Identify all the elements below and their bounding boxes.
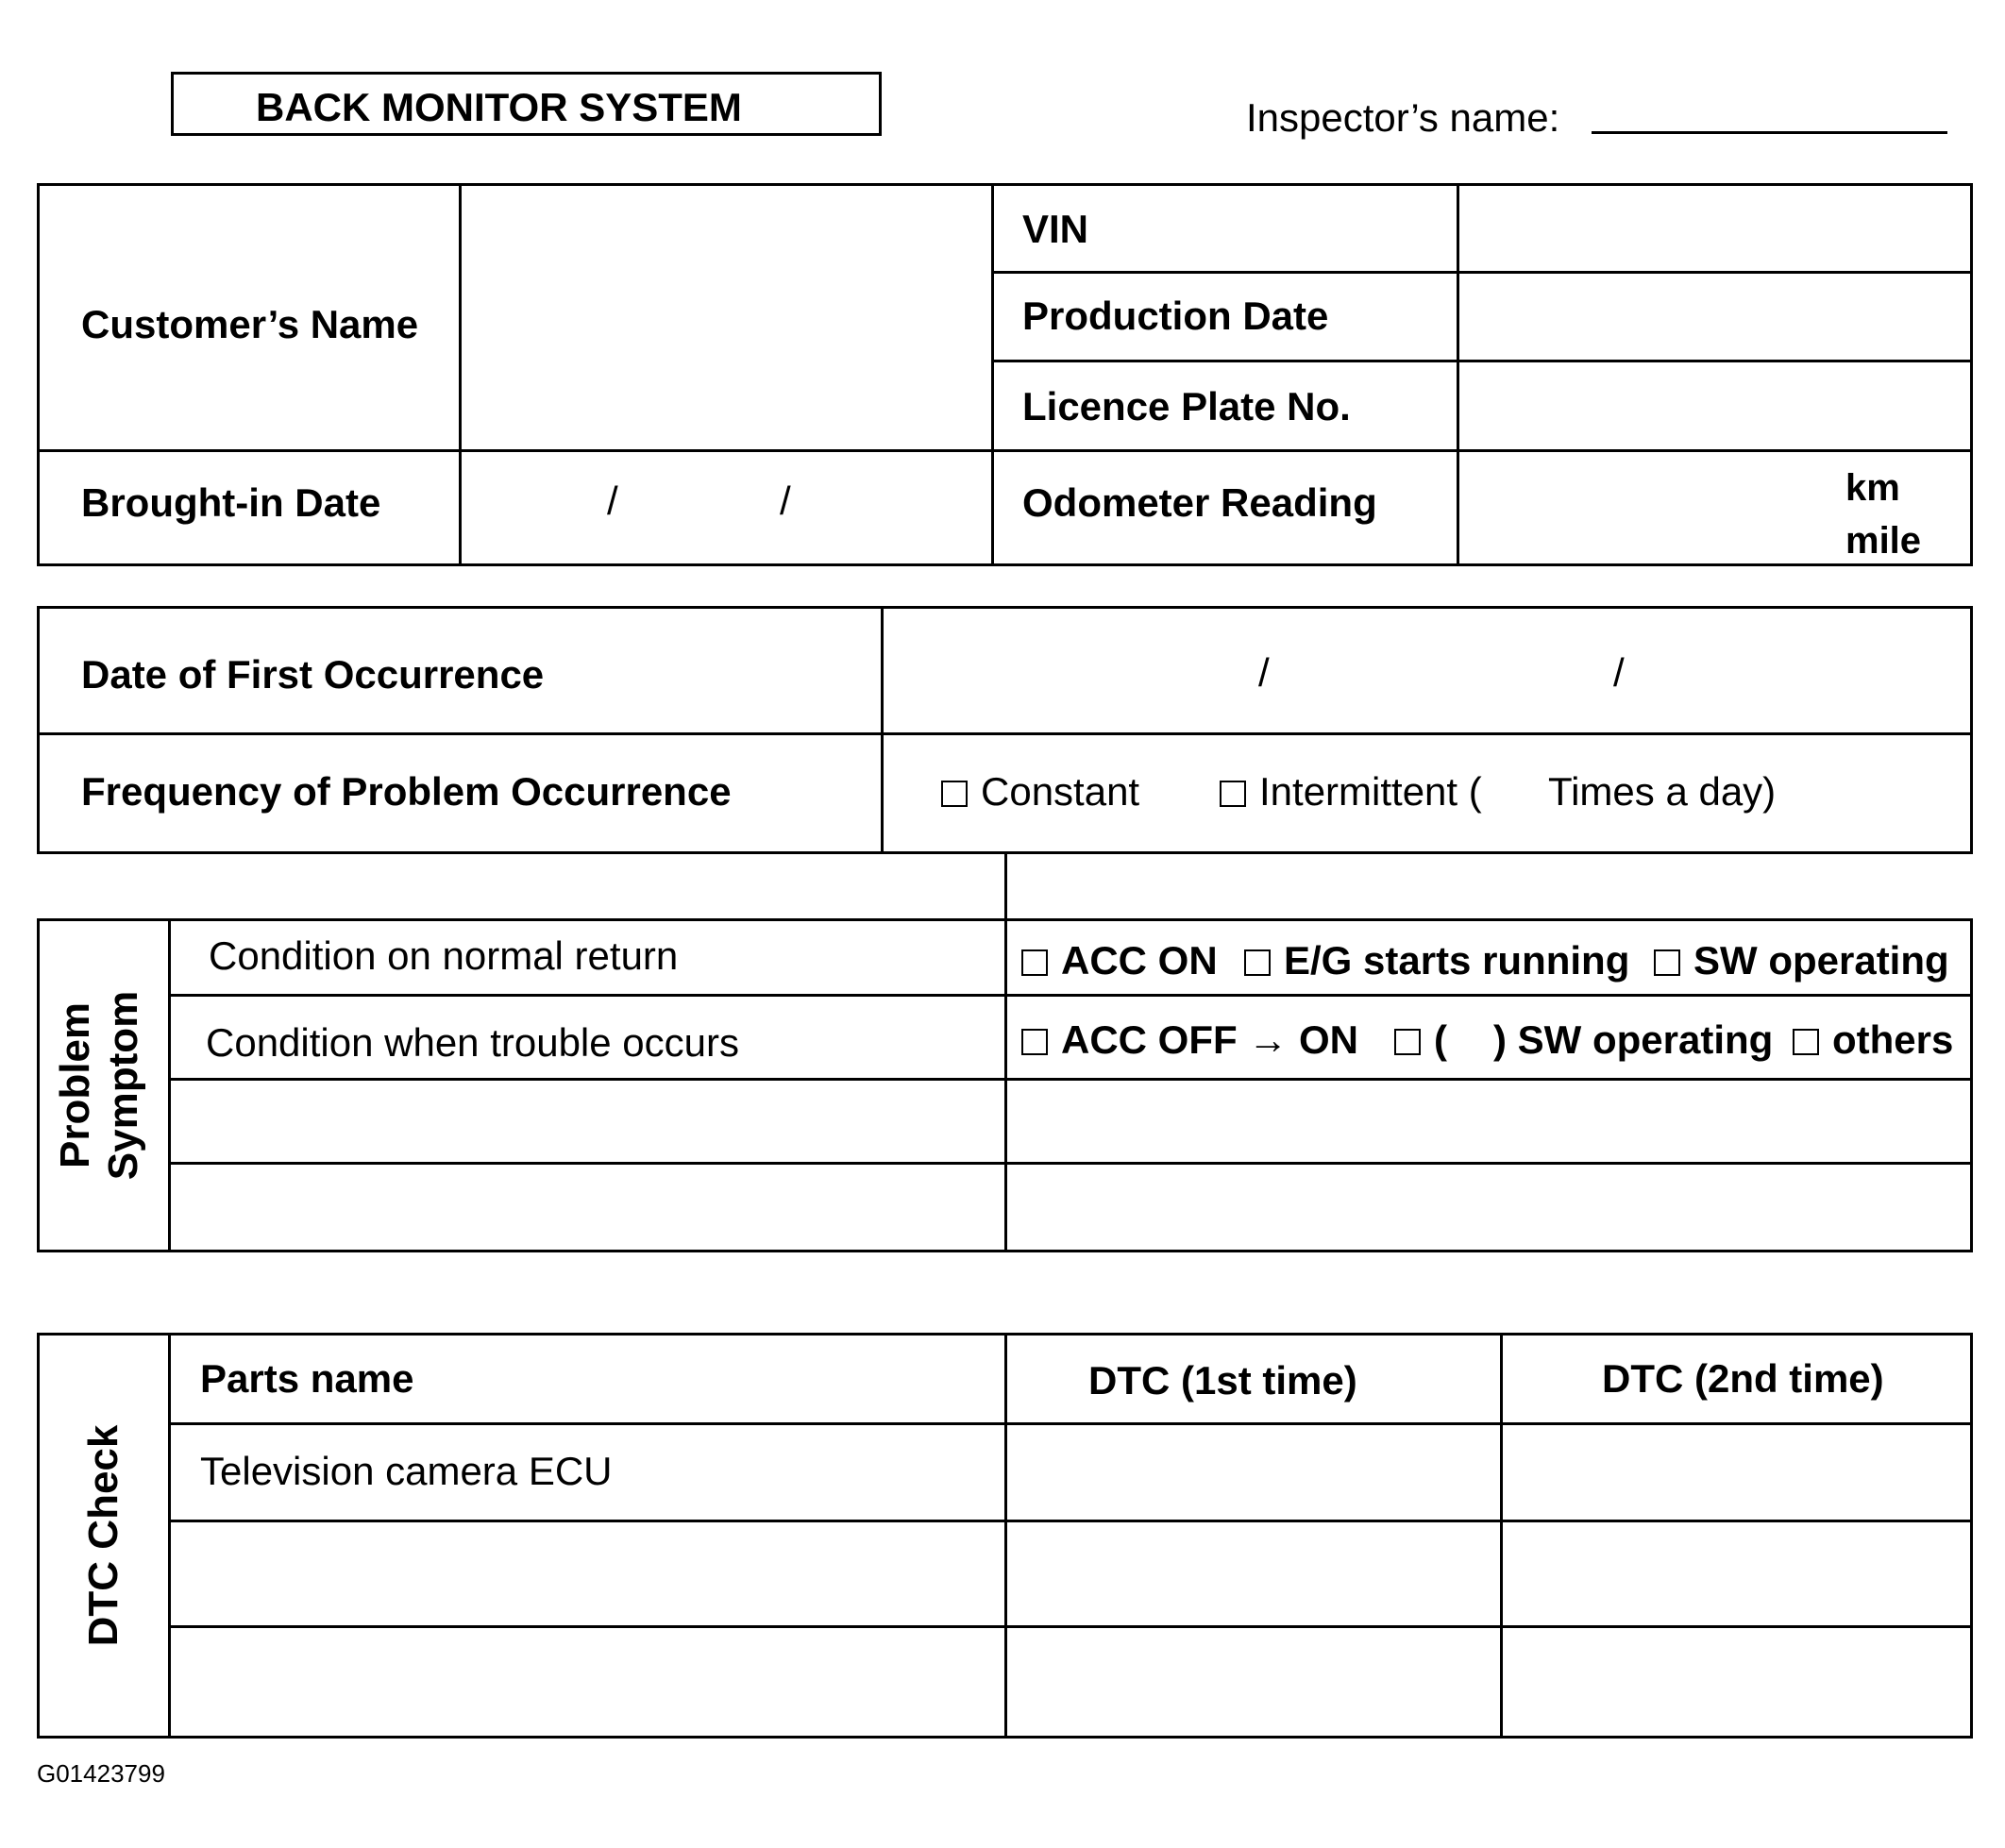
dtc-row-1-second-field[interactable]	[1506, 1428, 1967, 1517]
others-text: others	[1832, 1017, 1954, 1062]
checkbox[interactable]	[1021, 1029, 1048, 1055]
divider	[37, 449, 1973, 452]
brought-in-date-field[interactable]	[464, 455, 986, 563]
customer-name-field[interactable]	[464, 189, 986, 446]
figure-id: G01423799	[37, 1759, 165, 1788]
trouble-others[interactable]	[1793, 1017, 1954, 1062]
eg-starts-text: E/G starts running	[1284, 938, 1630, 983]
checkbox[interactable]	[1654, 949, 1680, 976]
normal-return-eg-starts[interactable]	[1244, 938, 1630, 983]
dtc-row-part-name: Television camera ECU	[200, 1449, 613, 1493]
odometer-field[interactable]	[1462, 455, 1830, 563]
checkbox[interactable]	[1394, 1029, 1421, 1055]
divider	[168, 1162, 1973, 1165]
dtc-col-parts-name: Parts name	[200, 1356, 414, 1401]
licence-plate-label: Licence Plate No.	[1022, 384, 1351, 428]
divider	[1004, 854, 1007, 920]
first-occurrence-field[interactable]	[886, 612, 1967, 730]
frequency-intermittent-text: Intermittent (	[1259, 769, 1482, 814]
dtc-row-3-parts-field[interactable]	[174, 1631, 1002, 1733]
divider	[37, 732, 1973, 735]
inspector-label: Inspector’s name:	[1246, 95, 1560, 140]
normal-return-acc-on[interactable]	[1021, 938, 1218, 983]
divider	[168, 1520, 1973, 1522]
first-occurrence-separator: /	[1258, 650, 1270, 695]
production-date-label: Production Date	[1022, 294, 1329, 338]
odometer-label: Odometer Reading	[1022, 480, 1377, 525]
dtc-row-2-first-field[interactable]	[1010, 1525, 1497, 1622]
symptom-blank-row-2-left[interactable]	[174, 1168, 1002, 1247]
acc-on-text: ACC ON	[1061, 938, 1218, 983]
dtc-row-3-second-field[interactable]	[1506, 1631, 1967, 1733]
divider	[168, 918, 171, 1252]
dtc-row-2-second-field[interactable]	[1506, 1525, 1967, 1622]
checkbox[interactable]	[1793, 1029, 1819, 1055]
vin-label: VIN	[1022, 207, 1089, 251]
checkbox[interactable]	[1021, 949, 1048, 976]
normal-return-sw-operating[interactable]	[1654, 938, 1949, 983]
divider	[168, 1422, 1973, 1425]
frequency-constant-option[interactable]	[941, 769, 1140, 814]
inspector-name-field[interactable]	[1592, 91, 1947, 130]
sw-operating-text: SW operating	[1693, 938, 1949, 983]
customer-name-label: Customer’s Name	[81, 302, 419, 346]
brought-in-date-label: Brought-in Date	[81, 480, 381, 525]
divider	[1457, 183, 1459, 566]
divider	[991, 360, 1973, 362]
frequency-times-a-day: Times a day)	[1548, 769, 1777, 814]
brought-in-date-separator: /	[780, 479, 791, 523]
divider	[459, 183, 462, 566]
divider	[1004, 918, 1007, 1252]
divider	[991, 183, 994, 566]
symptom-blank-row-1-left[interactable]	[174, 1084, 1002, 1159]
first-occurrence-separator: /	[1613, 650, 1625, 695]
symptom-blank-row-2-right[interactable]	[1010, 1168, 1967, 1247]
frequency-constant-text: Constant	[981, 769, 1140, 814]
odometer-unit-mile: mile	[1845, 520, 1922, 562]
problem-symptom-line-2: Symptom	[99, 990, 146, 1181]
trouble-sw-operating: ) SW operating	[1493, 1017, 1774, 1062]
frequency-intermittent-option[interactable]	[1220, 769, 1482, 814]
divider	[881, 606, 884, 854]
problem-symptom-line-1: Problem	[52, 1001, 98, 1169]
divider	[991, 271, 1973, 274]
first-occurrence-label: Date of First Occurrence	[81, 652, 545, 697]
licence-plate-field[interactable]	[1462, 364, 1967, 447]
divider	[168, 1333, 171, 1739]
dtc-col-second-time: DTC (2nd time)	[1602, 1356, 1884, 1401]
divider	[168, 1625, 1973, 1628]
dtc-row-3-first-field[interactable]	[1010, 1631, 1497, 1733]
divider	[1004, 1333, 1007, 1739]
divider	[1500, 1333, 1503, 1739]
divider	[168, 1078, 1973, 1081]
form-title: BACK MONITOR SYSTEM	[256, 85, 742, 129]
trouble-acc-off-on[interactable]	[1021, 1017, 1358, 1062]
dtc-row-1-first-field[interactable]	[1010, 1428, 1497, 1517]
odometer-unit-km: km	[1845, 467, 1900, 509]
checkbox[interactable]	[941, 781, 968, 807]
dtc-check-section-label: DTC Check	[80, 1424, 126, 1647]
normal-return-label: Condition on normal return	[209, 933, 679, 978]
trouble-occurs-label: Condition when trouble occurs	[206, 1020, 739, 1065]
trouble-paren-option[interactable]	[1394, 1017, 1447, 1062]
symptom-blank-row-1-right[interactable]	[1010, 1084, 1967, 1159]
vin-field[interactable]	[1462, 189, 1967, 269]
frequency-label: Frequency of Problem Occurrence	[81, 769, 732, 814]
problem-symptom-section-label	[52, 925, 156, 1246]
divider	[168, 994, 1973, 997]
inspector-name-underline	[1592, 131, 1947, 134]
checkbox[interactable]	[1244, 949, 1271, 976]
production-date-field[interactable]	[1462, 276, 1967, 358]
brought-in-date-separator: /	[607, 479, 618, 523]
checkbox[interactable]	[1220, 781, 1246, 807]
paren-text: (	[1434, 1017, 1447, 1062]
dtc-row-2-parts-field[interactable]	[174, 1525, 1002, 1622]
acc-off-on-text: ACC OFF → ON	[1061, 1017, 1358, 1062]
dtc-col-first-time: DTC (1st time)	[1088, 1358, 1357, 1403]
